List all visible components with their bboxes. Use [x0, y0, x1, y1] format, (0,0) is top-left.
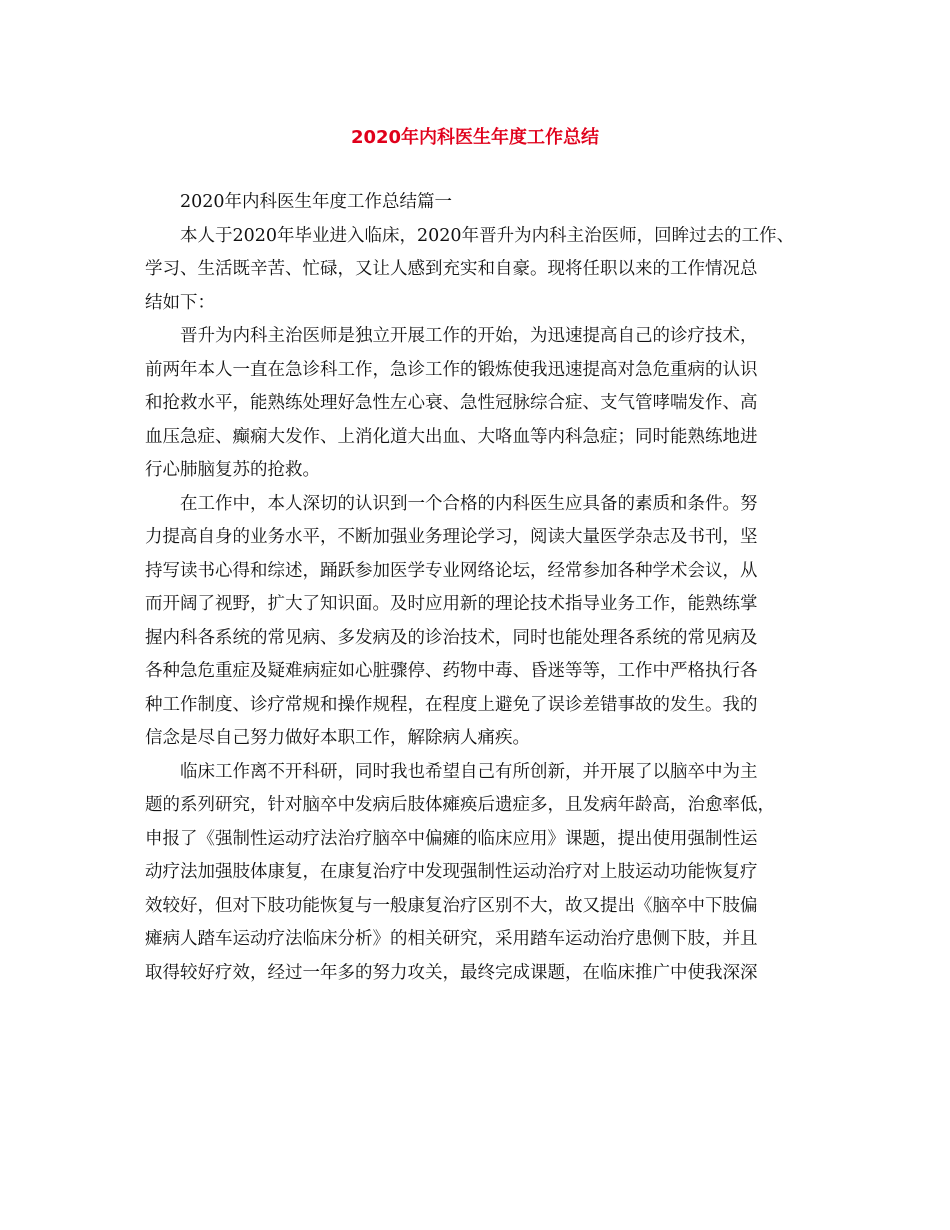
paragraph-line: 题的系列研究，针对脑卒中发病后肢体瘫痪后遗症多，且发病年龄高，治愈率低， [145, 795, 775, 815]
paragraph-line: 持写读书心得和综述，踊跃参加医学专业网络论坛，经常参加各种学术会议，从 [145, 560, 758, 581]
document-body [145, 186, 805, 990]
paragraph-line: 种工作制度、诊疗常规和操作规程，在程度上避免了误诊差错事故的发生。我的 [145, 694, 758, 715]
paragraph-line: 学习、生活既辛苦、忙碌，又让人感到充实和自豪。现将任职以来的工作情况总 [145, 259, 758, 279]
section-heading: 2020年内科医生年度工作总结篇一 [180, 192, 453, 212]
paragraph-line: 行心肺脑复苏的抢救。 [145, 460, 320, 480]
paragraph-line: 申报了《强制性运动疗法治疗脑卒中偏瘫的临床应用》课题，提出使用强制性运 [145, 828, 758, 849]
paragraph-line: 各种急危重症及疑难病症如心脏骤停、药物中毒、昏迷等等，工作中严格执行各 [145, 661, 758, 681]
paragraph-line: 信念是尽自己努力做好本职工作，解除病人痛疾。 [145, 728, 530, 748]
paragraph-line: 动疗法加强肢体康复，在康复治疗中发现强制性运动治疗对上肢运动功能恢复疗 [145, 862, 758, 882]
paragraph-line: 在工作中，本人深切的认识到一个合格的内科医生应具备的素质和条件。努 [180, 493, 758, 514]
paragraph-line: 力提高自身的业务水平，不断加强业务理论学习，阅读大量医学杂志及书刊，坚 [145, 527, 758, 547]
paragraph-line: 取得较好疗效，经过一年多的努力攻关，最终完成课题，在临床推广中使我深深 [145, 962, 758, 983]
paragraph-line: 晋升为内科主治医师是独立开展工作的开始，为迅速提高自己的诊疗技术， [180, 326, 758, 346]
paragraph-line: 握内科各系统的常见病、多发病及的诊治技术，同时也能处理各系统的常见病及 [145, 627, 758, 648]
paragraph-line: 结如下： [145, 292, 215, 313]
document-title: 2020年内科医生年度工作总结 [350, 127, 600, 148]
paragraph-line: 临床工作离不开科研，同时我也希望自己有所创新，并开展了以脑卒中为主 [180, 761, 758, 782]
paragraph-line: 前两年本人一直在急诊科工作，急诊工作的锻炼使我迅速提高对急危重病的认识 [145, 359, 758, 380]
paragraph-line: 本人于2020年毕业进入临床，2020年晋升为内科主治医师，回眸过去的工作、 [180, 225, 795, 246]
paragraph-line: 血压急症、癫痫大发作、上消化道大出血、大咯血等内科急症；同时能熟练地进 [145, 426, 758, 447]
paragraph-line: 瘫病人踏车运动疗法临床分析》的相关研究，采用踏车运动治疗患侧下肢，并且 [145, 929, 758, 949]
paragraph-line: 和抢救水平，能熟练处理好急性左心衰、急性冠脉综合症、支气管哮喘发作、高 [145, 393, 758, 413]
paragraph-line: 而开阔了视野，扩大了知识面。及时应用新的理论技术指导业务工作，能熟练掌 [145, 594, 758, 614]
paragraph-line: 效较好，但对下肢功能恢复与一般康复治疗区别不大，故又提出《脑卒中下肢偏 [145, 895, 758, 916]
